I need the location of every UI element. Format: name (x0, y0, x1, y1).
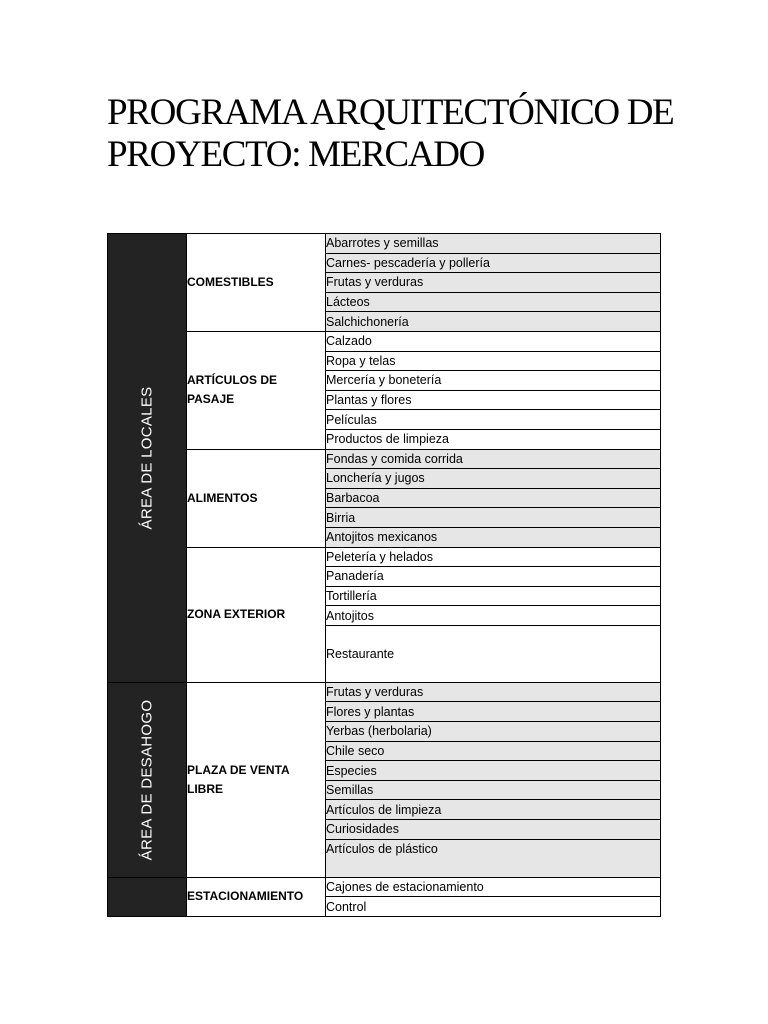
table-cell-item: Calzado (326, 331, 661, 351)
category-comestibles: COMESTIBLES (187, 234, 326, 332)
table-cell-item: Control (326, 897, 661, 917)
table-cell-item: Panadería (326, 567, 661, 587)
table-row (108, 547, 661, 567)
table-cell-item: Carnes- pescadería y pollería (326, 253, 661, 273)
table-cell-item: Artículos de plástico (326, 839, 661, 877)
table-row (108, 877, 661, 897)
table-cell-item: Yerbas (herbolaria) (326, 722, 661, 742)
table-cell-item: Mercería y bonetería (326, 371, 661, 391)
category-estacionamiento (187, 877, 326, 916)
table-cell-item: Semillas (326, 780, 661, 800)
category-estacionamiento-label: ESTACIONAMIENTO (187, 889, 304, 904)
table-row (108, 682, 661, 702)
area-blank-cell (108, 877, 187, 916)
table-cell-item: Flores y plantas (326, 702, 661, 722)
table-cell-item: Curiosidades (326, 820, 661, 840)
table-cell-item: Cajones de estacionamiento (326, 877, 661, 897)
program-table (107, 233, 661, 917)
table-cell-item: Especies (326, 761, 661, 781)
table-cell-item: Fondas y comida corrida (326, 449, 661, 469)
area-locales-label: ÁREA DE LOCALES (138, 386, 156, 530)
category-alimentos: ALIMENTOS (187, 449, 326, 547)
category-articulos-pasaje: ARTÍCULOS DE PASAJE (187, 331, 326, 449)
area-desahogo-label: ÁREA DE DESAHOGO (138, 699, 156, 861)
table-row (108, 449, 661, 469)
title-line-1: PROGRAMA ARQUITECTÓNICO DE (107, 92, 674, 133)
table-cell-item: Antojitos (326, 606, 661, 626)
table-cell-item: Lácteos (326, 292, 661, 312)
area-locales-cell (108, 234, 187, 683)
table-cell-item: Barbacoa (326, 488, 661, 508)
table-cell-item: Tortillería (326, 586, 661, 606)
table-cell-item: Abarrotes y semillas (326, 234, 661, 254)
table-row (108, 234, 661, 254)
page-title (107, 92, 707, 176)
area-desahogo-cell (108, 682, 187, 877)
table-cell-item: Chile seco (326, 741, 661, 761)
table-cell-item: Restaurante (326, 625, 661, 682)
table-cell-item: Frutas y verduras (326, 682, 661, 702)
table-cell-item: Birria (326, 508, 661, 528)
title-line-2: PROYECTO: MERCADO (107, 134, 485, 175)
category-plaza-venta-libre: PLAZA DE VENTA LIBRE (187, 682, 326, 877)
category-zona-exterior: ZONA EXTERIOR (187, 547, 326, 682)
table-row (108, 331, 661, 351)
table-cell-item: Antojitos mexicanos (326, 527, 661, 547)
table-cell-item: Películas (326, 410, 661, 430)
table-cell-item: Ropa y telas (326, 351, 661, 371)
table-cell-item: Plantas y flores (326, 390, 661, 410)
table-cell-item: Artículos de limpieza (326, 800, 661, 820)
table-cell-item: Frutas y verduras (326, 273, 661, 293)
table-cell-item: Salchichonería (326, 312, 661, 332)
table-cell-item: Productos de limpieza (326, 429, 661, 449)
table-cell-item: Lonchería y jugos (326, 469, 661, 489)
table-cell-item: Peletería y helados (326, 547, 661, 567)
